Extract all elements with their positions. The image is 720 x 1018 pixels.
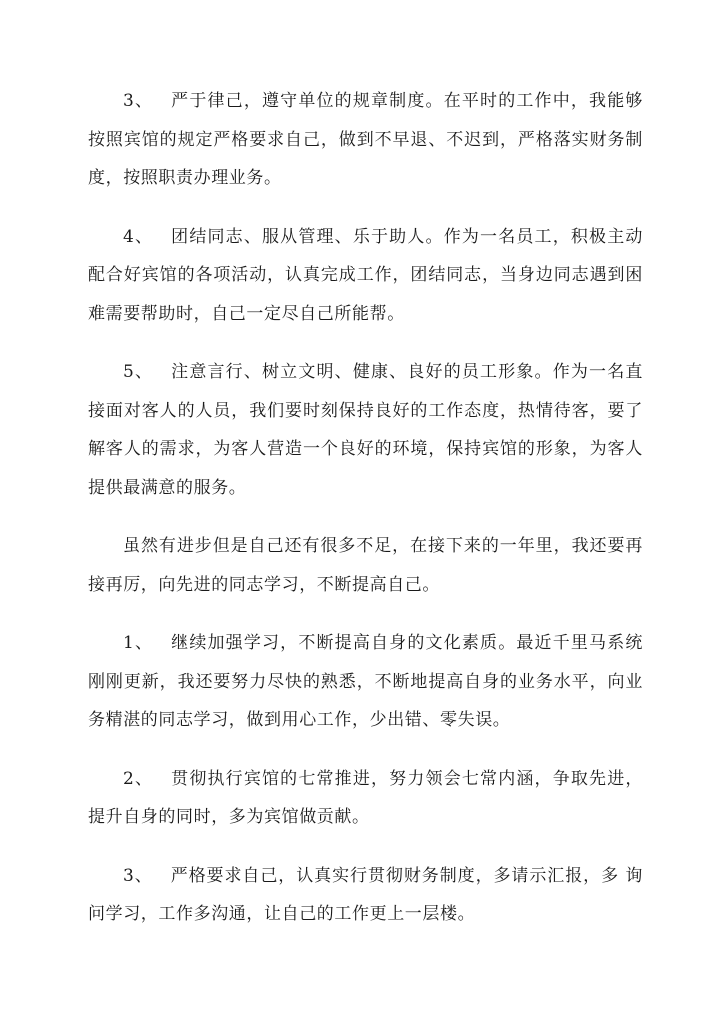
paragraph-number: 3、 (123, 91, 154, 111)
paragraph-text: 贯彻执行宾馆的七常推进，努力领会七常内涵，争取先进，提升自身的同时，多为宾馆做贡献。 (88, 768, 643, 827)
paragraph-text: 团结同志、服从管理、乐于助人。作为一名员工，积极主动配合好宾馆的各项活动，认真完成工作，团结同志，当身边同志遇到困难需要帮助时，自己一定尽自己所能帮。 (88, 226, 643, 324)
paragraph-plan-3 (88, 857, 643, 934)
paragraph-item-4 (88, 218, 643, 334)
paragraph-summary (88, 527, 643, 604)
paragraph-plan-2 (88, 760, 643, 837)
document-body (88, 82, 643, 954)
paragraph-text: 注意言行、树立文明、健康、良好的员工形象。作为一名直接面对客人的人员，我们要时刻保持良好的工作态度，热情待客，要了解客人的需求，为客人营造一个良好的环境，保持宾馆的形象，为客人提供最满意的服务。 (88, 362, 643, 498)
paragraph-number: 2、 (123, 768, 154, 789)
paragraph-item-5 (88, 353, 643, 507)
paragraph-number: 3、 (123, 865, 153, 886)
paragraph-text: 虽然有进步但是自己还有很多不足，在接下来的一年里，我还要再接再厉，向先进的同志学习，不断提高自己。 (88, 536, 643, 595)
paragraph-text: 严格要求自己，认真实行贯彻财务制度，多请示汇报，多 询问学习，工作多沟通，让自己的工作更上一层楼。 (88, 865, 643, 924)
paragraph-item-3 (88, 82, 643, 198)
paragraph-text: 严于律己，遵守单位的规章制度。在平时的工作中，我能够按照宾馆的规定严格要求自己，做到不早退、不迟到，严格落实财务制度，按照职责办理业务。 (88, 91, 643, 188)
paragraph-text: 继续加强学习，不断提高自身的文化素质。最近千里马系统刚刚更新，我还要努力尽快的熟悉，不断地提高自身的业务水平，向业务精湛的同志学习，做到用心工作，少出错、零失误。 (88, 633, 643, 730)
paragraph-number: 5、 (123, 362, 154, 382)
paragraph-number: 1、 (123, 633, 154, 653)
paragraph-plan-1 (88, 624, 643, 740)
paragraph-number: 4、 (123, 226, 154, 247)
